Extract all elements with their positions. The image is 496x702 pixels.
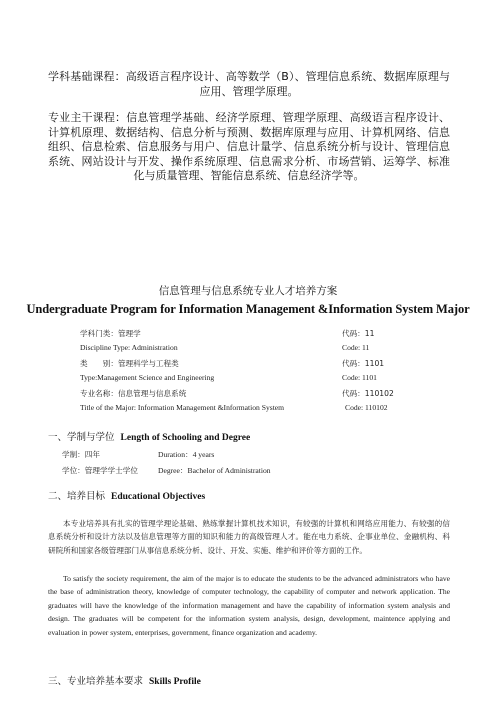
category-en: Discipline Type: Administration bbox=[80, 343, 178, 352]
major-cn: 专业名称：信息管理与信息系统 bbox=[80, 389, 187, 398]
info-row-category-en bbox=[80, 343, 440, 358]
major-code-cn: 代码：110102 bbox=[342, 389, 394, 398]
foundation-courses-paragraph: 学科基础课程：高级语言程序设计、高等数学（B）、管理信息系统、数据库原理与应用、管理学原理。 bbox=[48, 70, 450, 98]
major-en: Title of the Major: Information Management &Information System bbox=[80, 403, 285, 412]
section3-heading-cn: 三、专业培养基本要求 bbox=[48, 676, 144, 687]
section1-heading bbox=[48, 429, 250, 443]
info-row-category-cn bbox=[80, 328, 440, 343]
program-title-cn: 信息管理与信息系统专业人才培养方案 bbox=[158, 285, 338, 297]
section2-heading bbox=[48, 488, 205, 502]
duration-row bbox=[62, 449, 215, 460]
degree-en: Degree：Bachelor of Administration bbox=[158, 466, 271, 475]
class-cn: 类 别：管理科学与工程类 bbox=[80, 359, 179, 368]
category-code-en: Code: 11 bbox=[342, 343, 370, 352]
section2-heading-en: Educational Objectives bbox=[111, 492, 206, 502]
objectives-text-en: To satisfy the society requirement, the aim of the major is to educate the students to be the advanced administrators who have the base of administration theory, knowledge of computer technology, the capability of computer and network application. The graduates will have the knowledge of the information management and have the capability of information system analysis and design. The graduates will be competent for the information system analysis, design, development, maintence applying and evaluation in power system, enterprises, government, finance organization and academy. bbox=[48, 574, 450, 637]
info-row-class-cn bbox=[80, 358, 440, 373]
class-code-cn: 代码：1101 bbox=[342, 359, 385, 368]
section3-heading bbox=[48, 673, 201, 687]
core-courses-paragraph: 专业主干课程：信息管理学基础、经济学原理、管理学原理、高级语言程序设计、计算机原理、数据结构、信息分析与预测、数据库原理与应用、计算机网络、信息组织、信息检索、信息服务与用户、信息计量学、信息系统分析与设计、管理信息系统、网站设计与开发、操作系统原理、信息需求分析、市场营销、运筹学、标准化与质量管理、智能信息系统、信息经济学等。 bbox=[48, 111, 450, 182]
major-code-en: Code: 110102 bbox=[345, 403, 388, 412]
section3-heading-en: Skills Profile bbox=[149, 677, 201, 687]
duration-cn: 学制：四年 bbox=[62, 450, 100, 459]
category-cn: 学科门类：管理学 bbox=[80, 329, 141, 338]
section1-heading-cn: 一、学制与学位 bbox=[48, 432, 115, 443]
class-code-en: Code: 1101 bbox=[342, 373, 377, 382]
info-row-class-en bbox=[80, 373, 440, 388]
category-code-cn: 代码：11 bbox=[342, 329, 375, 338]
degree-cn: 学位：管理学学士学位 bbox=[62, 466, 138, 475]
section2-heading-cn: 二、培养目标 bbox=[48, 491, 106, 502]
info-row-major-cn bbox=[80, 388, 440, 403]
info-row-major-en bbox=[80, 403, 440, 418]
degree-row bbox=[62, 465, 271, 476]
duration-en: Duration：4 years bbox=[158, 450, 215, 459]
program-title-en: Undergraduate Program for Information Management &Information System Major bbox=[26, 302, 470, 316]
class-en: Type:Management Science and Engineering bbox=[80, 373, 215, 382]
section1-heading-en: Length of Schooling and Degree bbox=[120, 433, 251, 443]
objectives-text-cn: 本专业培养具有扎实的管理学理论基础、熟练掌握计算机技术知识，有较强的计算机和网络应用能力、有较强的信息系统分析和设计方法以及信息管理等方面的知识和能力的高级管理人才。能在电力系统、企事业单位、金融机构、科研院所和国家各级管理部门从事信息系统分析、设计、开发、实施、维护和评价等方面的工作。 bbox=[48, 519, 450, 555]
